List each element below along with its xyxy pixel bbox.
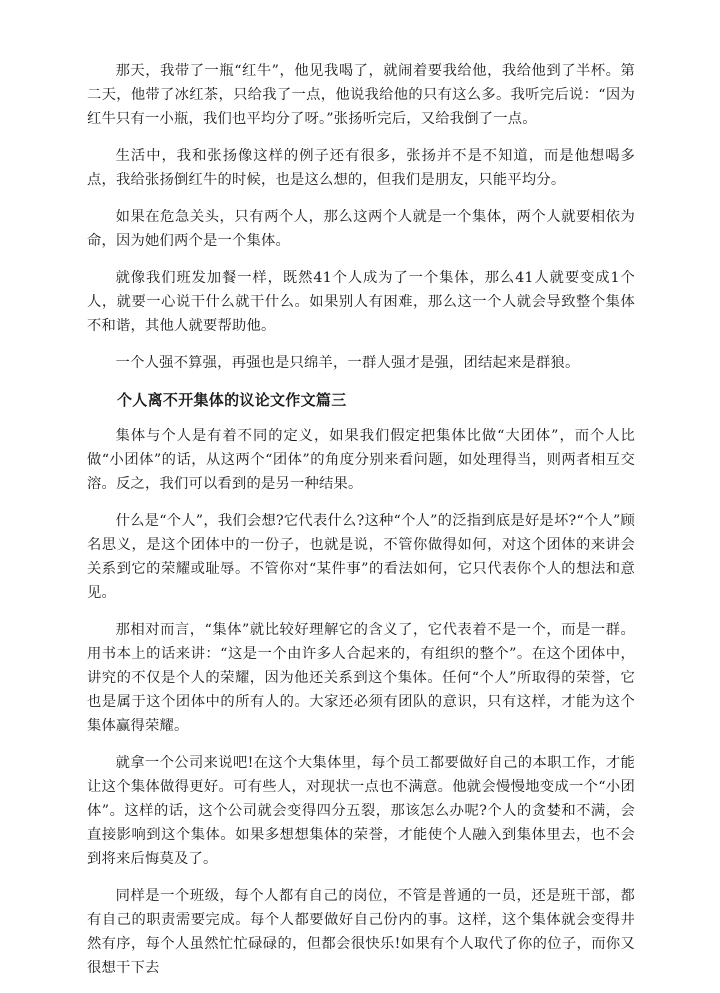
paragraph: 就拿一个公司来说吧!在这个大集体里，每个员工都要做好自己的本职工作，才能让这个集体做得更好。可有些人，对现状一点也不满意。他就会慢慢地变成一个“小团体”。这样的话，这个公司就会变得四分五裂，那该怎么办呢?个人的贪婪和不满，会直接影响到这个集体。如果多想想集体的荣誉，才能使个人融入到集体里去，也不会到将来后悔莫及了。 [87, 755, 635, 867]
paragraph: 集体与个人是有着不同的定义，如果我们假定把集体比做“大团体”，而个人比做“小团体”的话，从这两个“团体”的角度分别来看问题，如处理得当，则两者相互交溶。反之，我们可以看到的是另一种结果。 [87, 428, 635, 492]
paragraph: 那相对而言，“集体”就比较好理解它的含义了，它代表着不是一个，而是一群。用书本上的话来讲：“这是一个由许多人合起来的，有组织的整个”。在这个团体中，讲究的不仅是个人的荣耀，因为他还关系到这个集体。任何“个人”所取得的荣誉，它也是属于这个团体中的所有人的。大家还必须有团队的意识，只有这样，才能为这个集体赢得荣耀。 [87, 622, 635, 734]
paragraph: 生活中，我和张扬像这样的例子还有很多，张扬并不是不知道，而是他想喝多点，我给张扬倒红牛的时候，也是这么想的，但我们是朋友，只能平均分。 [87, 148, 635, 188]
paragraph: 什么是“个人”，我们会想?它代表什么?这种“个人”的泛指到底是好是坏?“个人”顾名思义，是这个团体中的一份子，也就是说，不管你做得如何，对这个团体的来讲会关系到它的荣耀或耻辱。不管你对“某件事”的看法如何，它只代表你个人的想法和意见。 [87, 513, 635, 601]
section-heading: 个人离不开集体的议论文作文篇三 [117, 391, 347, 409]
paragraph: 一个人强不算强，再强也是只绵羊，一群人强才是强，团结起来是群狼。 [115, 355, 580, 371]
paragraph: 同样是一个班级，每个人都有自己的岗位，不管是普通的一员，还是班干部，都有自己的职责需要完成。每个人都要做好自己份内的事。这样，这个集体就会变得井然有序，每个人虽然忙忙碌碌的，但都会很快乐!如果有个人取代了你的位子，而你又很想干下去 [87, 888, 635, 976]
paragraph: 那天，我带了一瓶“红牛”，他见我喝了，就闹着要我给他，我给他到了半杯。第二天，他带了冰红茶，只给我了一点，他说我给他的只有这么多。我听完后说：“因为红牛只有一小瓶，我们也平均分了呀。”张扬听完后，又给我倒了一点。 [87, 63, 635, 127]
document-body [87, 59, 635, 993]
paragraph: 如果在危急关头，只有两个人，那么这两个人就是一个集体，两个人就要相依为命，因为她们两个是一个集体。 [87, 209, 635, 249]
paragraph: 就像我们班发加餐一样，既然41个人成为了一个集体，那么41人就要变成1个人，就要一心说干什么就干什么。如果别人有困难，那么这一个人就会导致整个集体不和谐，其他人就要帮助他。 [87, 270, 635, 334]
